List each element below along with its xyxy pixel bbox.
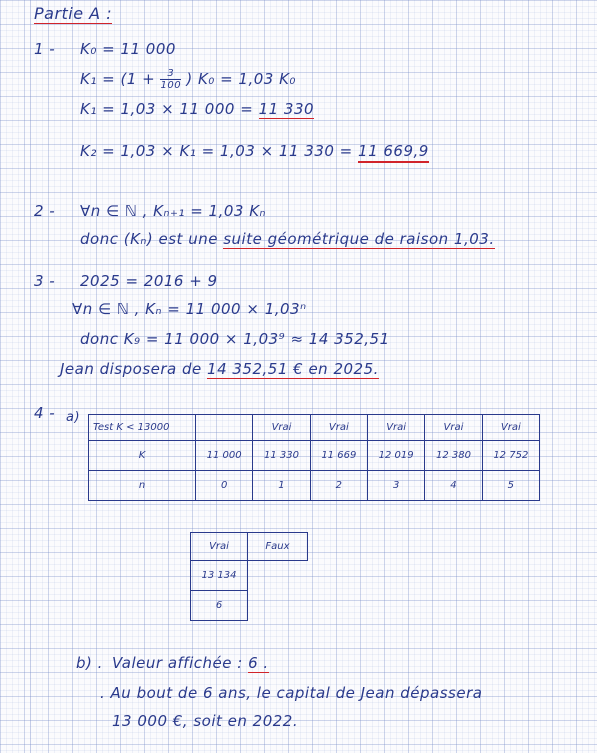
q3-line-1: 2025 = 2016 + 9 [80,272,218,290]
table-cell: 11 669 [310,441,367,471]
table-cell: Vrai [367,415,424,441]
table-cell: 3 [367,471,424,501]
table-row [191,561,308,591]
q1-number: 1 - [34,40,56,58]
q3-number: 3 - [34,272,56,290]
table-cell: Faux [248,533,308,561]
q2-line-1: ∀n ∈ ℕ , Kₙ₊₁ = 1,03 Kₙ [80,202,267,220]
table-row [191,533,308,561]
table-cell: 12 752 [482,441,539,471]
table-cell: Vrai [482,415,539,441]
table-row [89,415,540,441]
table-cell: Vrai [425,415,482,441]
q1-line-4: K₂ = 1,03 × K₁ = 1,03 × 11 330 = 11 669,9 [80,142,429,160]
table-cell: n [89,471,196,501]
q2-line-2: donc (Kₙ) est une suite géométrique de raison 1,03. [80,230,495,248]
algorithm-trace-table [88,414,540,501]
q4-number: 4 - [34,404,56,422]
table-cell [196,415,253,441]
table-cell: 5 [482,471,539,501]
q3-line-4: Jean disposera de 14 352,51 € en 2025. [60,360,379,378]
table-cell: Vrai [191,533,248,561]
q4-b-line-3: 13 000 €, soit en 2022. [112,712,299,730]
margin-line [30,0,31,753]
section-title: Partie A : [34,4,113,23]
q3-line-2: ∀n ∈ ℕ , Kₙ = 11 000 × 1,03ⁿ [72,300,307,318]
table-cell: 4 [425,471,482,501]
table-cell: Vrai [310,415,367,441]
table-cell: 11 330 [253,441,310,471]
table-cell [248,561,308,591]
algorithm-continuation-table [190,532,308,621]
q1-line-2: K₁ = (1 + $\frac{3}{100}$ ) K₀ = 1,03 K₀ [80,68,296,91]
q4-part-b-label: b) . [76,654,103,672]
table-cell: 6 [191,591,248,621]
table-row [89,471,540,501]
table-cell: 12 380 [425,441,482,471]
table-cell: 12 019 [367,441,424,471]
q4-part-a-label: a) [66,410,81,425]
table-cell: 11 000 [196,441,253,471]
q1-line-3: K₁ = 1,03 × 11 000 = 11 330 [80,100,315,118]
table-cell: K [89,441,196,471]
table-row [89,441,540,471]
q2-number: 2 - [34,202,56,220]
q3-line-3: donc K₉ = 11 000 × 1,03⁹ ≈ 14 352,51 [80,330,390,348]
table-cell [248,591,308,621]
fraction: $\frac{3}{100}$ [160,68,182,91]
q4-b-line-1: Valeur affichée : 6 . [112,654,269,672]
table-cell: Vrai [253,415,310,441]
q4-b-line-2: . Au bout de 6 ans, le capital de Jean dépassera [100,684,483,702]
table-cell: Test K < 13000 [89,415,196,441]
table-cell: 13 134 [191,561,248,591]
table-row [191,591,308,621]
table-cell: 1 [253,471,310,501]
table-cell: 0 [196,471,253,501]
q1-line-1: K₀ = 11 000 [80,40,176,58]
table-cell: 2 [310,471,367,501]
